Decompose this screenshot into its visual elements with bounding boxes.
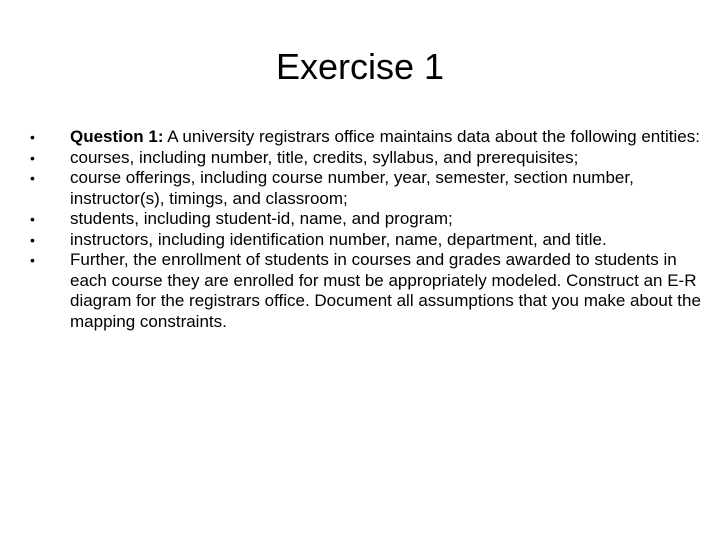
list-item [30,230,702,251]
list-item [30,250,702,332]
bullet-list [30,127,702,332]
list-item [30,127,702,148]
bullet-text: instructors, including identification number, name, department, and title. [70,229,607,249]
bullet-icon: • [30,149,35,166]
bullet-icon: • [30,129,35,145]
list-item [30,209,702,230]
bullet-icon: • [30,211,35,227]
bullet-icon: • [30,170,35,186]
bullet-text: Further, the enrollment of students in courses and grades awarded to students in each course they are enrolled for must be appropriately modeled. Construct an E-R diagram for the registrars office. Document all assumptions that you make about the mapping constraints. [70,250,701,331]
question-label: Question 1: [70,127,164,146]
bullet-text: course offerings, including course number, year, semester, section number, instructor(s), timings, and classroom; [70,168,634,208]
bullet-text: A university registrars office maintains data about the following entities: [163,127,700,146]
bullet-text: courses, including number, title, credits, syllabus, and prerequisites; [70,147,579,167]
list-item [30,148,702,169]
bullet-icon: • [30,231,35,248]
bullet-text: students, including student-id, name, and program; [70,209,453,228]
bullet-icon: • [30,252,35,268]
slide-title: Exercise 1 [275,46,445,87]
list-item [30,168,702,209]
